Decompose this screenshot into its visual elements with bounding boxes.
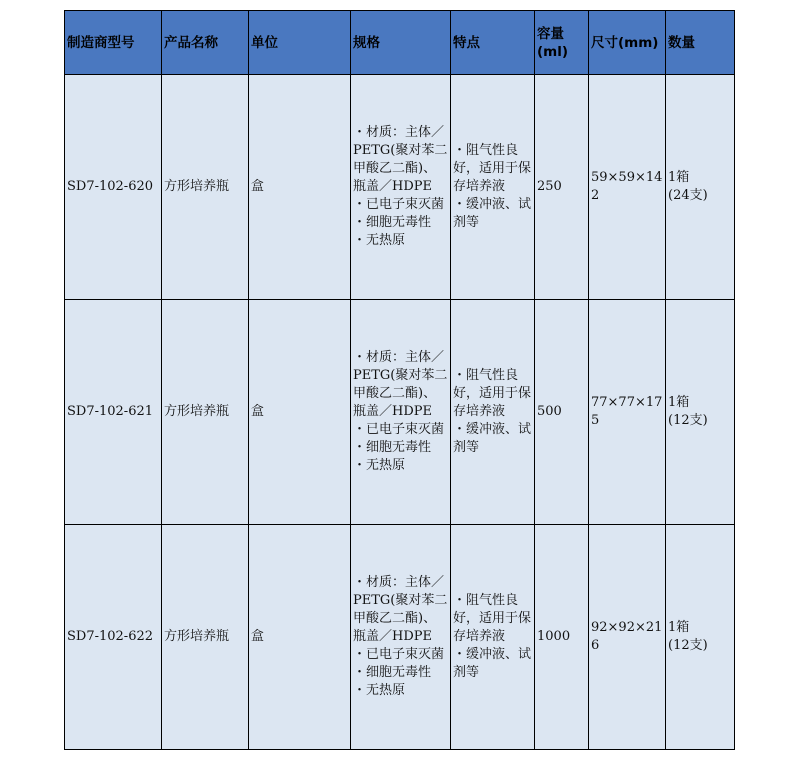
header-size: 尺寸(mm) [589,11,666,75]
spec-line: ・无热原 [353,683,406,698]
cell-feature: ・阻气性良好，适用于保存培养液 ・缓冲液、试剂等 [451,525,535,750]
cell-feature: ・阻气性良好，适用于保存培养液 ・缓冲液、试剂等 [451,75,535,300]
header-capacity: 容量 (ml) [535,11,589,75]
spec-line: ・细胞无毒性 [353,440,432,455]
cell-product-name: 方形培养瓶 [162,75,249,300]
cell-quantity: 1箱 (24支) [666,75,735,300]
cell-unit: 盒 [249,75,351,300]
cell-quantity: 1箱 (12支) [666,525,735,750]
cell-size: 77×77×175 [589,300,666,525]
table-row [65,525,735,750]
spec-line: ・已电子束灭菌 [353,422,445,437]
cell-unit: 盒 [249,300,351,525]
cell-capacity: 250 [535,75,589,300]
header-quantity: 数量 [666,11,735,75]
cell-capacity: 1000 [535,525,589,750]
cell-quantity: 1箱 (12支) [666,300,735,525]
cell-capacity: 500 [535,300,589,525]
header-feature: 特点 [451,11,535,75]
cell-spec [351,300,451,525]
spec-line: ・已电子束灭菌 [353,197,445,212]
cell-model: SD7-102-621 [65,300,162,525]
cell-model: SD7-102-620 [65,75,162,300]
spec-line: ・细胞无毒性 [353,215,432,230]
header-product-name: 产品名称 [162,11,249,75]
cell-product-name: 方形培养瓶 [162,525,249,750]
cell-model: SD7-102-622 [65,525,162,750]
header-spec: 规格 [351,11,451,75]
cell-spec [351,75,451,300]
header-unit: 单位 [249,11,351,75]
header-row [65,11,735,75]
spec-line: ・材质：主体／PETG(聚对苯二甲酸乙二酯)、瓶盖／HDPE [353,125,448,194]
cell-size: 59×59×142 [589,75,666,300]
table-row [65,75,735,300]
cell-spec [351,525,451,750]
cell-feature: ・阻气性良好，适用于保存培养液 ・缓冲液、试剂等 [451,300,535,525]
spec-line: ・细胞无毒性 [353,665,432,680]
spec-line: ・无热原 [353,458,406,473]
spec-line: ・材质：主体／PETG(聚对苯二甲酸乙二酯)、瓶盖／HDPE [353,575,448,644]
cell-product-name: 方形培养瓶 [162,300,249,525]
table-row [65,300,735,525]
cell-size: 92×92×216 [589,525,666,750]
spec-line: ・无热原 [353,233,406,248]
spec-line: ・已电子束灭菌 [353,647,445,662]
header-model: 制造商型号 [65,11,162,75]
product-spec-table [64,10,735,750]
spec-line: ・材质：主体／PETG(聚对苯二甲酸乙二酯)、瓶盖／HDPE [353,350,448,419]
cell-unit: 盒 [249,525,351,750]
